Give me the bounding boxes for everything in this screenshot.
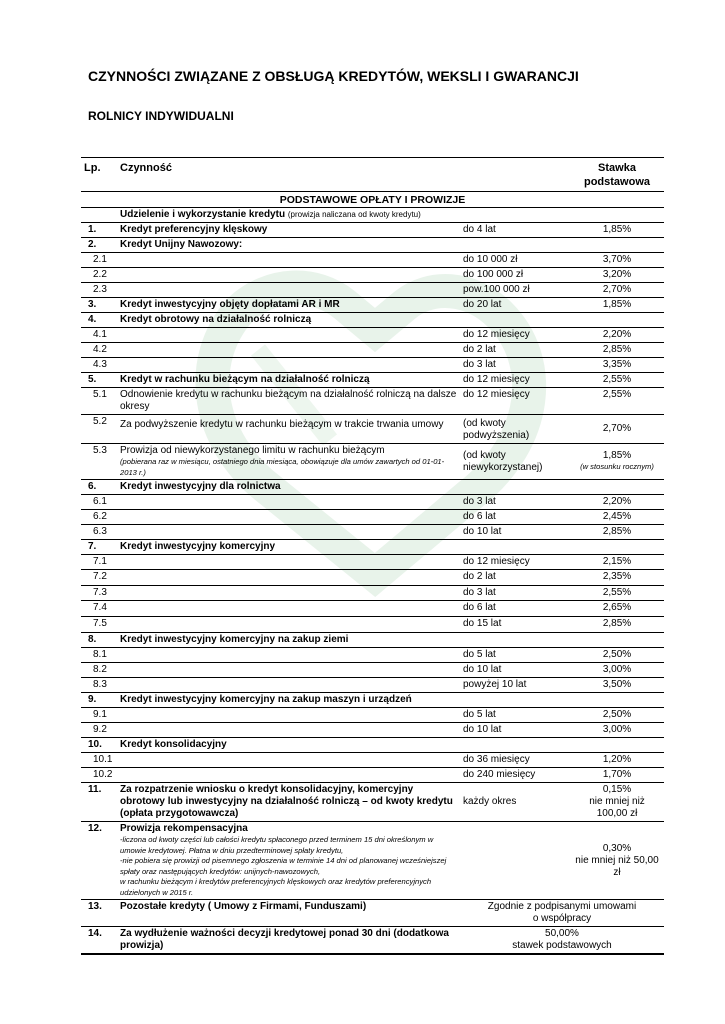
- row-czynnosc: [117, 768, 460, 783]
- table-header-row: [81, 158, 664, 192]
- row-czynnosc-text: Kredyt preferencyjny klęskowy: [120, 224, 268, 235]
- row-czynnosc: [117, 753, 460, 768]
- row-stawka-value: 2,20%: [602, 329, 632, 340]
- table-row: [81, 480, 664, 495]
- table-row: [81, 617, 664, 633]
- row-czynnosc: [117, 663, 460, 678]
- row-czynnosc: [117, 343, 460, 358]
- table-body: [81, 223, 664, 955]
- row-lp: 10.1: [81, 753, 117, 768]
- row-lp: 3.: [81, 298, 117, 313]
- row-stawka-value: 2,65%: [602, 602, 632, 613]
- row-czynnosc: [117, 617, 460, 633]
- row-czynnosc: [117, 328, 460, 343]
- row-stawka: [570, 388, 664, 415]
- row-stawka-value: 2,85%: [602, 618, 632, 629]
- row-stawka-value: 2,55%: [602, 389, 632, 400]
- row-okres: do 10 lat: [460, 723, 570, 738]
- row-okres: do 3 lat: [460, 586, 570, 601]
- row-okres: do 3 lat: [460, 358, 570, 373]
- row-lp: 10.: [81, 738, 117, 753]
- row-stawka-value: 1,70%: [602, 769, 632, 780]
- row-stawka: [570, 617, 664, 633]
- row-lp: 6.2: [81, 510, 117, 525]
- row-okres: do 3 lat: [460, 495, 570, 510]
- row-czynnosc-text: Prowizja rekompensacyjna: [120, 823, 248, 834]
- row-lp: 9.1: [81, 708, 117, 723]
- row-okres: do 15 lat: [460, 617, 570, 633]
- row-stawka: [570, 328, 664, 343]
- row-stawka: [570, 708, 664, 723]
- table-row: [81, 768, 664, 783]
- table-row: [81, 283, 664, 298]
- table-row: [81, 388, 664, 415]
- row-stawka-value: 1,20%: [602, 754, 632, 765]
- header-stawka-line1: Stawka: [598, 162, 636, 174]
- row-span-line2: stawek podstawowych: [512, 940, 612, 951]
- row-note-line: -liczona od kwoty części lub całości kredytu spłaconego przed terminem 15 dni określonym w umowie kredytowej. Płatna w dniu przedterminowej spłaty kredytu,: [120, 835, 434, 855]
- row-stawka-value: 3,00%: [602, 664, 632, 675]
- table-row: [81, 540, 664, 555]
- row-lp: 13.: [81, 900, 117, 927]
- row-okres: do 6 lat: [460, 601, 570, 617]
- row-stawka-line2: nie mniej niż 100,00 zł: [589, 796, 645, 819]
- row-lp: 5.1: [81, 388, 117, 415]
- row-czynnosc-text: Kredyt inwestycyjny komercyjny na zakup maszyn i urządzeń: [120, 694, 412, 705]
- row-stawka-value: 2,85%: [602, 526, 632, 537]
- row-lp: 6.1: [81, 495, 117, 510]
- row-stawka-value: 1,85%: [602, 224, 632, 235]
- row-stawka-value: 2,35%: [602, 571, 632, 582]
- row-lp: 7.5: [81, 617, 117, 633]
- row-czynnosc: [117, 693, 460, 708]
- row-lp: 5.3: [81, 444, 117, 480]
- row-stawka: [570, 555, 664, 570]
- row-czynnosc: [117, 358, 460, 373]
- row-czynnosc: [117, 444, 460, 480]
- page-title: CZYNNOŚCI ZWIĄZANE Z OBSŁUGĄ KREDYTÓW, WEKSLI I GWARANCJI: [88, 68, 579, 84]
- row-okres: do 100 000 zł: [460, 268, 570, 283]
- row-lp: 8.1: [81, 648, 117, 663]
- row-okres: [460, 693, 570, 708]
- row-okres: [460, 313, 570, 328]
- row-lp: 9.: [81, 693, 117, 708]
- row-stawka: [570, 738, 664, 753]
- row-czynnosc-text: Prowizja od niewykorzystanego limitu w rachunku bieżącym: [120, 445, 385, 456]
- row-czynnosc: [117, 223, 460, 238]
- row-stawka: [570, 495, 664, 510]
- row-lp: 11.: [81, 783, 117, 822]
- row-stawka: [570, 253, 664, 268]
- table-row: [81, 633, 664, 648]
- row-stawka: [570, 822, 664, 900]
- row-czynnosc: [117, 495, 460, 510]
- row-stawka-value: 2,45%: [602, 511, 632, 522]
- row-czynnosc-text: Za podwyższenie kredytu w rachunku bieżącym w trakcie trwania umowy: [120, 419, 444, 430]
- row-okres: do 2 lat: [460, 343, 570, 358]
- table-row: [81, 373, 664, 388]
- row-lp: 12.: [81, 822, 117, 900]
- row-czynnosc: [117, 510, 460, 525]
- row-lp: 14.: [81, 927, 117, 955]
- section-row: [81, 192, 664, 208]
- intro-text: Udzielenie i wykorzystanie kredytu: [120, 209, 286, 220]
- row-lp: 4.2: [81, 343, 117, 358]
- table-row: [81, 415, 664, 444]
- row-czynnosc: [117, 525, 460, 540]
- row-okres: (od kwoty podwyższenia): [460, 415, 570, 444]
- row-stawka-value: 3,70%: [602, 254, 632, 265]
- table-row: [81, 495, 664, 510]
- header-lp: Lp.: [81, 158, 117, 192]
- row-okres: do 5 lat: [460, 648, 570, 663]
- row-stawka-value: 3,50%: [602, 679, 632, 690]
- row-stawka: [570, 343, 664, 358]
- row-okres: [460, 540, 570, 555]
- row-okres: do 10 lat: [460, 663, 570, 678]
- row-okres: do 20 lat: [460, 298, 570, 313]
- row-czynnosc: [117, 822, 460, 900]
- table-row: [81, 510, 664, 525]
- table-row: [81, 927, 664, 955]
- row-stawka: [570, 678, 664, 693]
- row-stawka: [570, 283, 664, 298]
- table-row: [81, 253, 664, 268]
- table-row: [81, 783, 664, 822]
- row-okres: [460, 738, 570, 753]
- row-czynnosc-text: Kredyt inwestycyjny komercyjny na zakup ziemi: [120, 634, 349, 645]
- row-czynnosc-text: Za rozpatrzenie wniosku o kredyt konsolidacyjny, komercyjny obrotowy lub inwestycyjny na działalność rolniczą – od kwoty kredytu (opłata przygotowawcza): [120, 784, 453, 819]
- row-stawka-value: 2,85%: [602, 344, 632, 355]
- header-stawka: [570, 158, 664, 192]
- row-lp: 2.2: [81, 268, 117, 283]
- row-span-line2: o współpracy: [532, 913, 592, 924]
- row-stawka: [570, 373, 664, 388]
- row-stawka: [570, 570, 664, 586]
- row-lp: 2.1: [81, 253, 117, 268]
- row-stawka-value: 1,85%: [602, 299, 632, 310]
- table-row: [81, 525, 664, 540]
- row-note-line: w rachunku bieżącym i kredytów preferencyjnych klęskowych oraz kredytów preferencyjnych udzielonych w 2015 r.: [120, 877, 432, 897]
- row-lp: 7.: [81, 540, 117, 555]
- row-stawka: [570, 358, 664, 373]
- row-czynnosc-text: Kredyt inwestycyjny komercyjny: [120, 541, 276, 552]
- table-row: [81, 343, 664, 358]
- row-czynnosc: [117, 540, 460, 555]
- row-lp: 9.2: [81, 723, 117, 738]
- row-stawka: [570, 753, 664, 768]
- row-stawka-value: 2,50%: [602, 709, 632, 720]
- row-lp: 7.2: [81, 570, 117, 586]
- table-row: [81, 678, 664, 693]
- row-okres: [460, 633, 570, 648]
- row-czynnosc-text: Kredyt Unijny Nawozowy:: [120, 239, 243, 250]
- row-stawka: [570, 540, 664, 555]
- row-okres: pow.100 000 zł: [460, 283, 570, 298]
- table-row: [81, 723, 664, 738]
- row-czynnosc: [117, 927, 460, 955]
- row-czynnosc: [117, 586, 460, 601]
- row-czynnosc: [117, 298, 460, 313]
- row-stawka: [570, 601, 664, 617]
- row-stawka-value: 0,15%: [602, 784, 632, 795]
- table-row: [81, 570, 664, 586]
- row-czynnosc: [117, 601, 460, 617]
- table-row: [81, 693, 664, 708]
- row-czynnosc-text: Kredyt konsolidacyjny: [120, 739, 227, 750]
- row-stawka: [570, 313, 664, 328]
- table-row: [81, 822, 664, 900]
- row-span-value: [460, 927, 664, 955]
- row-lp: 5.: [81, 373, 117, 388]
- row-czynnosc: [117, 678, 460, 693]
- row-stawka: [570, 663, 664, 678]
- row-stawka: [570, 693, 664, 708]
- row-czynnosc: [117, 313, 460, 328]
- row-czynnosc: [117, 415, 460, 444]
- row-okres: (od kwoty niewykorzystanej): [460, 444, 570, 480]
- intro-note: (prowizja naliczana od kwoty kredytu): [287, 210, 421, 219]
- row-okres: powyżej 10 lat: [460, 678, 570, 693]
- header-okres: [460, 158, 570, 192]
- row-stawka: [570, 768, 664, 783]
- row-stawka-note: (w stosunku rocznym): [580, 462, 654, 472]
- row-okres: do 2 lat: [460, 570, 570, 586]
- row-stawka: [570, 648, 664, 663]
- row-span-line1: 50,00%: [545, 928, 579, 939]
- table-row: [81, 900, 664, 927]
- row-stawka: [570, 238, 664, 253]
- table-row: [81, 663, 664, 678]
- intro-row: [81, 208, 664, 223]
- row-lp: 8.3: [81, 678, 117, 693]
- row-stawka: [570, 268, 664, 283]
- row-stawka-value: 3,20%: [602, 269, 632, 280]
- row-czynnosc-text: Kredyt inwestycyjny objęty dopłatami AR i MR: [120, 299, 340, 310]
- row-lp: 1.: [81, 223, 117, 238]
- row-czynnosc-text: Pozostałe kredyty ( Umowy z Firmami, Funduszami): [120, 901, 367, 912]
- row-stawka: [570, 783, 664, 822]
- table-row: [81, 753, 664, 768]
- row-lp: 10.2: [81, 768, 117, 783]
- table-row: [81, 648, 664, 663]
- row-stawka: [570, 223, 664, 238]
- row-lp: 8.: [81, 633, 117, 648]
- row-lp: 7.3: [81, 586, 117, 601]
- row-czynnosc: [117, 253, 460, 268]
- table-row: [81, 586, 664, 601]
- row-lp: 7.4: [81, 601, 117, 617]
- row-stawka-value: 0,30%: [602, 842, 632, 854]
- row-stawka: [570, 510, 664, 525]
- row-czynnosc: [117, 738, 460, 753]
- row-okres: do 5 lat: [460, 708, 570, 723]
- row-czynnosc-text: Za wydłużenie ważności decyzji kredytowej ponad 30 dni (dodatkowa prowizja): [120, 928, 449, 951]
- row-czynnosc-text: Kredyt inwestycyjny dla rolnictwa: [120, 481, 281, 492]
- table-row: [81, 328, 664, 343]
- row-note: (pobierana raz w miesiącu, ostatniego dnia miesiąca, obowiązuje dla umów zawartych od 01-01-2013 r.): [120, 457, 445, 477]
- table-row: [81, 738, 664, 753]
- page-subtitle: ROLNICY INDYWIDUALNI: [88, 109, 234, 123]
- row-note-line: -nie pobiera się prowizji od pisemnego zgłoszenia w terminie 14 dni od planowanej wcześniejszej spłaty oraz następujących kredytów: unijnych-nawozowych,: [120, 856, 447, 876]
- row-czynnosc: [117, 238, 460, 253]
- row-okres: każdy okres: [460, 783, 570, 822]
- header-czynnosc: Czynność: [117, 158, 460, 192]
- row-okres: do 6 lat: [460, 510, 570, 525]
- row-stawka-value: 3,00%: [602, 724, 632, 735]
- row-stawka-line2: nie mniej niż 50,00 zł: [575, 854, 659, 878]
- row-okres: do 240 miesięcy: [460, 768, 570, 783]
- row-czynnosc: [117, 783, 460, 822]
- table-row: [81, 708, 664, 723]
- row-czynnosc: [117, 480, 460, 495]
- table-row: [81, 268, 664, 283]
- row-czynnosc-text: Kredyt obrotowy na działalność rolniczą: [120, 314, 312, 325]
- table-row: [81, 313, 664, 328]
- row-stawka-value: 3,35%: [602, 359, 632, 370]
- row-stawka-value: 2,50%: [602, 649, 632, 660]
- row-lp: 5.2: [81, 415, 117, 444]
- row-lp: 2.3: [81, 283, 117, 298]
- row-lp: 4.: [81, 313, 117, 328]
- row-okres: do 12 miesięcy: [460, 388, 570, 415]
- row-stawka-value: 2,70%: [602, 284, 632, 295]
- table-row: [81, 223, 664, 238]
- row-okres: do 10 lat: [460, 525, 570, 540]
- row-czynnosc: [117, 708, 460, 723]
- row-okres: do 4 lat: [460, 223, 570, 238]
- row-czynnosc: [117, 555, 460, 570]
- row-lp: 8.2: [81, 663, 117, 678]
- row-stawka: [570, 415, 664, 444]
- row-czynnosc: [117, 723, 460, 738]
- row-czynnosc: [117, 388, 460, 415]
- row-lp: 7.1: [81, 555, 117, 570]
- row-span-value: [460, 900, 664, 927]
- row-okres: do 36 miesięcy: [460, 753, 570, 768]
- table-row: [81, 444, 664, 480]
- row-stawka-value: 1,85%: [602, 450, 632, 462]
- row-czynnosc-text: Kredyt w rachunku bieżącym na działalność rolniczą: [120, 374, 370, 385]
- row-czynnosc: [117, 900, 460, 927]
- row-okres: [460, 480, 570, 495]
- row-czynnosc: [117, 648, 460, 663]
- row-okres: [460, 238, 570, 253]
- row-okres: do 10 000 zł: [460, 253, 570, 268]
- row-lp: 4.1: [81, 328, 117, 343]
- row-czynnosc: [117, 268, 460, 283]
- row-stawka: [570, 633, 664, 648]
- row-czynnosc: [117, 633, 460, 648]
- row-czynnosc: [117, 283, 460, 298]
- row-stawka-value: 2,55%: [602, 374, 632, 385]
- row-stawka-value: 2,55%: [602, 587, 632, 598]
- header-stawka-line2: podstawowa: [583, 176, 650, 188]
- fees-table: [81, 157, 664, 955]
- row-okres: do 12 miesięcy: [460, 555, 570, 570]
- row-okres: do 12 miesięcy: [460, 328, 570, 343]
- row-stawka: [570, 444, 664, 480]
- row-stawka: [570, 480, 664, 495]
- table-row: [81, 238, 664, 253]
- row-stawka: [570, 525, 664, 540]
- row-czynnosc-text: Odnowienie kredytu w rachunku bieżącym na działalność rolniczą na dalsze okresy: [120, 389, 457, 412]
- table-row: [81, 358, 664, 373]
- section-title: PODSTAWOWE OPŁATY I PROWIZJE: [81, 192, 664, 208]
- row-stawka-value: 2,70%: [602, 423, 632, 434]
- row-stawka-value: 2,20%: [602, 496, 632, 507]
- table-row: [81, 555, 664, 570]
- table-row: [81, 601, 664, 617]
- row-stawka: [570, 586, 664, 601]
- row-lp: 4.3: [81, 358, 117, 373]
- row-lp: 6.: [81, 480, 117, 495]
- row-lp: 6.3: [81, 525, 117, 540]
- row-czynnosc: [117, 373, 460, 388]
- row-okres: do 12 miesięcy: [460, 373, 570, 388]
- row-stawka: [570, 298, 664, 313]
- row-stawka-value: 2,15%: [602, 556, 632, 567]
- row-stawka: [570, 723, 664, 738]
- row-okres: [460, 822, 570, 900]
- row-czynnosc: [117, 570, 460, 586]
- row-span-line1: Zgodnie z podpisanymi umowami: [487, 901, 637, 912]
- table-row: [81, 298, 664, 313]
- row-lp: 2.: [81, 238, 117, 253]
